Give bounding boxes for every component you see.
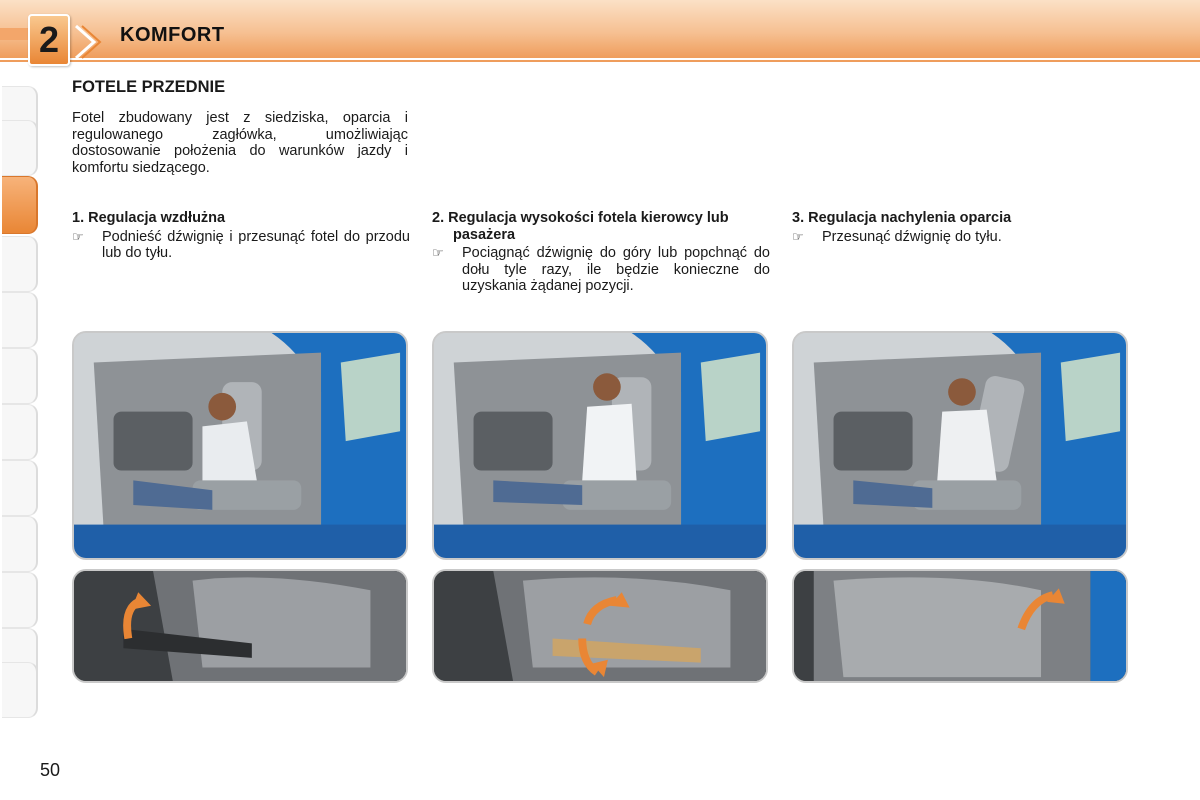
adjustment-heading: 3. Regulacja nachylenia oparcia	[792, 210, 1012, 226]
car-seat-photo-icon	[434, 333, 766, 558]
chevron-right-icon	[72, 22, 112, 62]
side-tab[interactable]	[2, 662, 38, 718]
header-divider	[0, 60, 1200, 62]
adjustment-heading: 1. Regulacja wzdłużna	[72, 210, 226, 226]
chapter-badge	[28, 14, 70, 66]
car-seat-photo-2	[432, 331, 768, 560]
adjustment-heading: 2. Regulacja wysokości fotela kierowcy lub pasażera	[432, 210, 729, 243]
adjustment-column-1	[72, 210, 410, 262]
side-tab[interactable]	[2, 120, 38, 176]
adjustment-column-2	[432, 210, 770, 295]
section-title: FOTELE PRZEDNIE	[72, 78, 226, 96]
side-tab[interactable]	[2, 348, 38, 404]
pointing-hand-icon: ☞	[792, 228, 804, 244]
seat-lever-detail-icon	[434, 571, 766, 681]
chapter-number: 2	[38, 19, 60, 60]
side-tab[interactable]	[2, 404, 38, 460]
pointing-hand-icon: ☞	[72, 228, 84, 244]
side-tab[interactable]	[2, 516, 38, 572]
side-tab[interactable]	[2, 236, 38, 292]
instruction-bullet: ☞ Podnieść dźwignię i przesunąć fotel do przodu lub do tyłu.	[72, 228, 410, 261]
chapter-title: KOMFORT	[120, 24, 225, 46]
seat-lever-detail-icon	[794, 571, 1126, 681]
car-seat-photo-icon	[74, 333, 406, 558]
seat-lever-detail-1	[72, 569, 408, 683]
side-tab[interactable]	[2, 292, 38, 348]
seat-lever-detail-2	[432, 569, 768, 683]
side-tab[interactable]	[2, 572, 38, 628]
side-tab-active[interactable]	[2, 176, 38, 234]
car-seat-photo-icon	[794, 333, 1126, 558]
section-intro: Fotel zbudowany jest z siedziska, oparcia i regulowanego zagłówka, umożliwiając dostosowanie położenia do warunków jazdy i komfortu siedzącego.	[72, 110, 408, 176]
instruction-bullet: ☞ Pociągnąć dźwignię do góry lub popchnąć do dołu tyle razy, ile będzie konieczne do uzyskania żądanej pozycji.	[432, 245, 770, 294]
pointing-hand-icon: ☞	[432, 245, 444, 260]
side-tab[interactable]	[2, 460, 38, 516]
instruction-bullet: ☞ Przesunąć dźwignię do tyłu.	[792, 228, 1002, 245]
adjustment-column-3	[792, 210, 1130, 245]
page-number: 50	[40, 760, 61, 780]
car-seat-photo-3	[792, 331, 1128, 560]
car-seat-photo-1	[72, 331, 408, 560]
seat-lever-detail-icon	[74, 571, 406, 681]
seat-lever-detail-3	[792, 569, 1128, 683]
